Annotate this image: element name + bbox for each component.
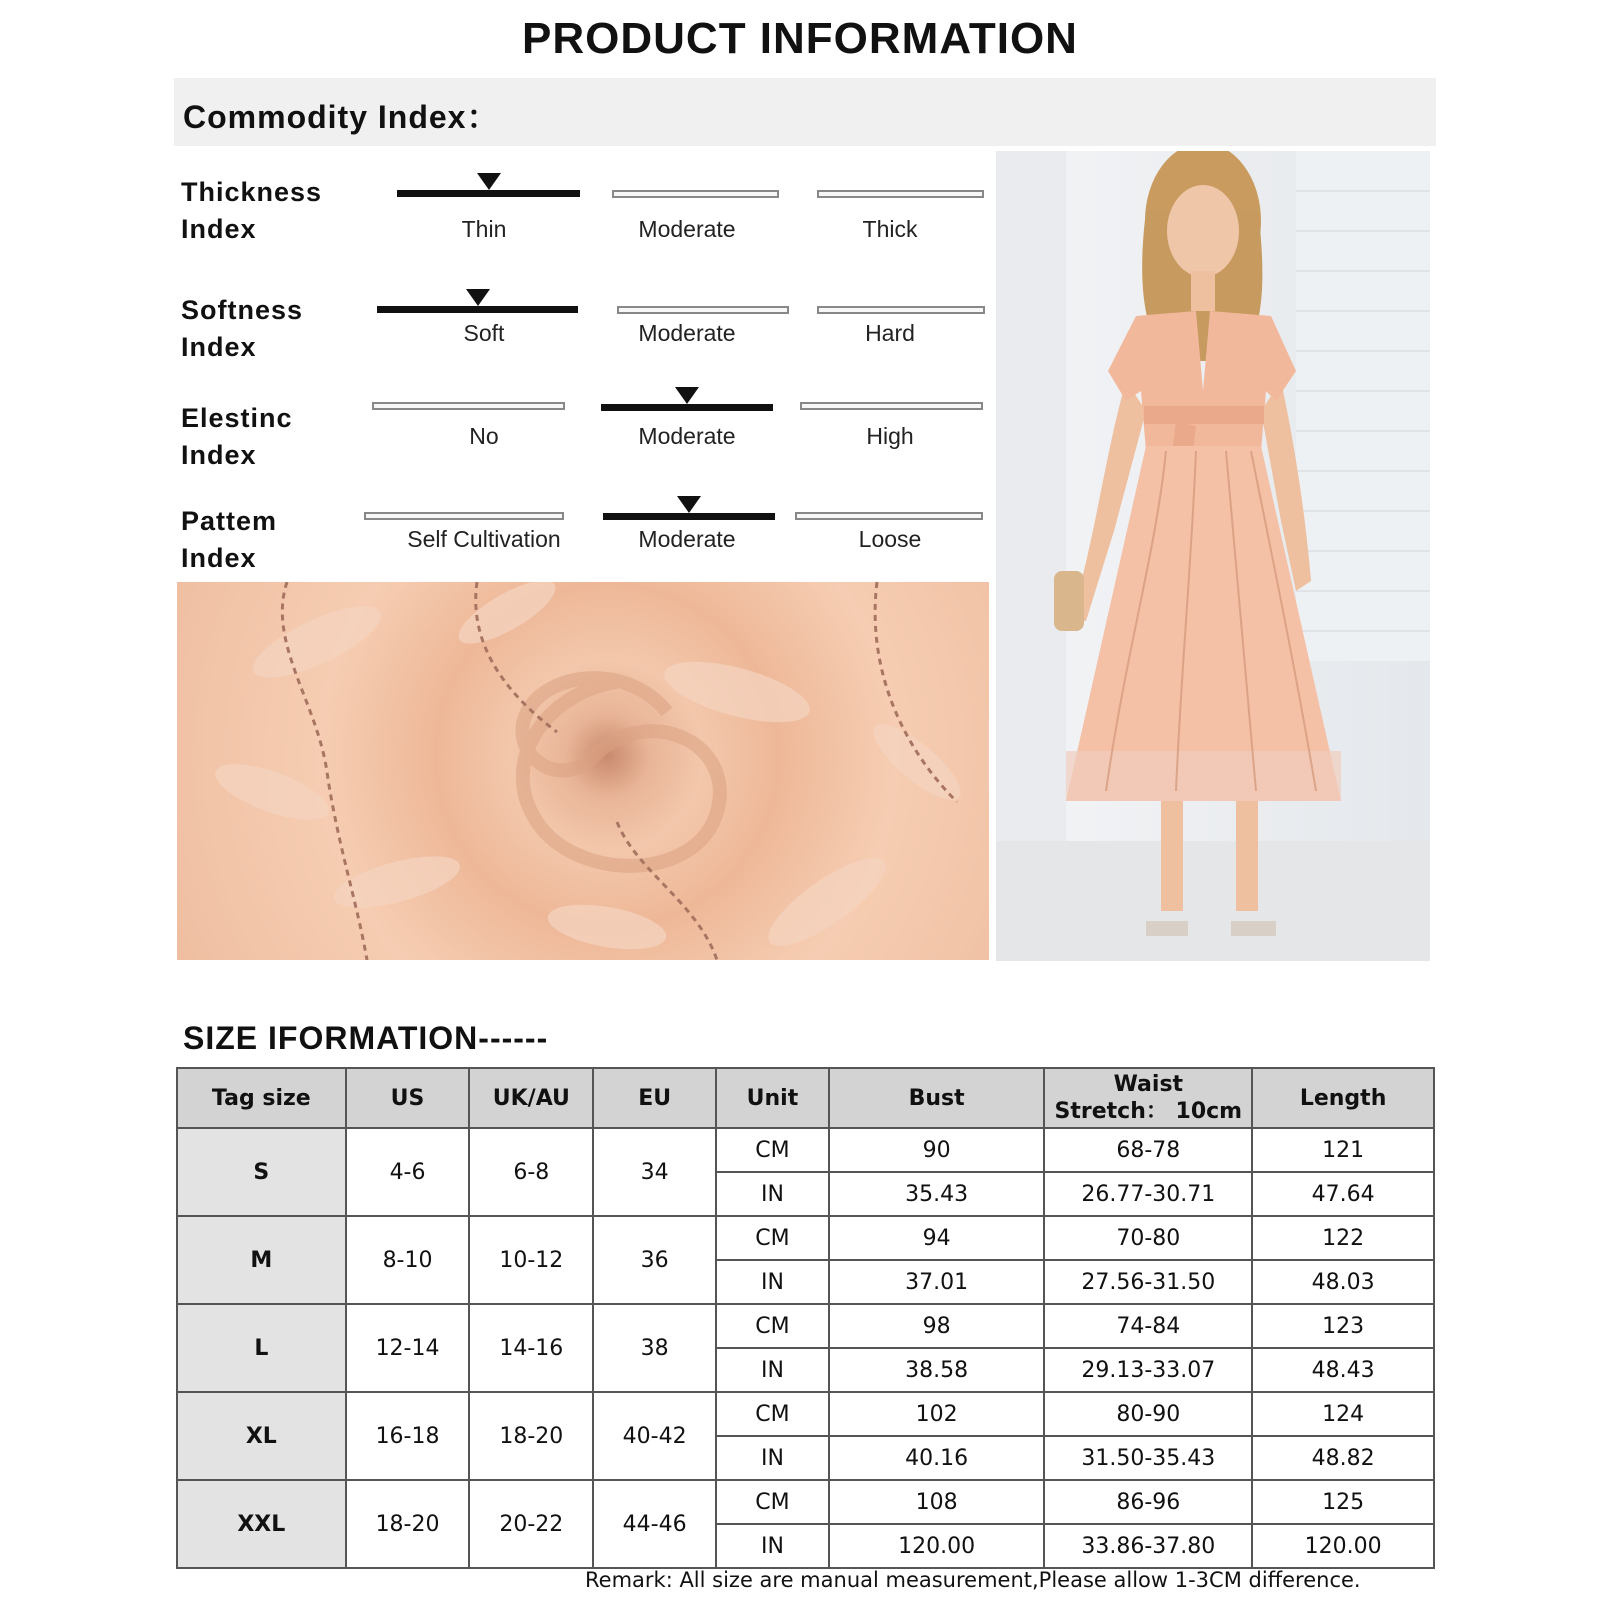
scale-segment (795, 512, 983, 520)
size-chart-table (176, 1067, 1435, 1569)
index-option: Hard (865, 320, 915, 346)
unit-cell: IN (716, 1524, 829, 1568)
index-label (181, 400, 293, 474)
table-row (177, 1304, 1434, 1348)
index-label-line: Elestinc (181, 403, 293, 433)
header-waist-line2: Stretch： 10cm (1054, 1099, 1243, 1124)
waist-cell: 68-78 (1044, 1128, 1252, 1172)
header-us: US (346, 1068, 470, 1128)
header-uk-au: UK/AU (469, 1068, 593, 1128)
uk-au-size-cell: 10-12 (469, 1216, 593, 1304)
index-label-line: Index (181, 440, 257, 470)
uk-au-size-cell: 6-8 (469, 1128, 593, 1216)
us-size-cell: 4-6 (346, 1128, 470, 1216)
bust-cell: 94 (829, 1216, 1045, 1260)
waist-cell: 26.77-30.71 (1044, 1172, 1252, 1216)
scale-segment (603, 513, 775, 520)
index-label-line: Softness (181, 295, 304, 325)
index-label-line: Index (181, 543, 257, 573)
waist-cell: 70-80 (1044, 1216, 1252, 1260)
scale-segment (601, 404, 773, 411)
index-option: High (866, 423, 914, 449)
index-option: Loose (858, 526, 922, 552)
scale-segment (612, 190, 779, 198)
scale-segment (800, 402, 983, 410)
unit-cell: IN (716, 1348, 829, 1392)
index-option: Moderate (638, 423, 736, 449)
tag-size-cell: S (177, 1128, 346, 1216)
index-label (181, 174, 322, 248)
selected-level-marker-icon (677, 496, 701, 513)
table-row (177, 1128, 1434, 1172)
scale-segment (617, 306, 789, 314)
bust-cell: 108 (829, 1480, 1045, 1524)
index-option: Self Cultivation (407, 526, 561, 552)
table-row (177, 1216, 1434, 1260)
index-label-line: Thickness (181, 177, 323, 207)
tag-size-cell: XL (177, 1392, 346, 1480)
scale-segment (377, 306, 578, 313)
waist-cell: 31.50-35.43 (1044, 1436, 1252, 1480)
index-label (181, 292, 303, 366)
length-cell: 123 (1252, 1304, 1434, 1348)
waist-cell: 74-84 (1044, 1304, 1252, 1348)
tag-size-cell: XXL (177, 1480, 346, 1568)
length-cell: 122 (1252, 1216, 1434, 1260)
index-option: Moderate (638, 216, 736, 242)
index-label-line: Pattem (181, 506, 278, 536)
waist-cell: 86-96 (1044, 1480, 1252, 1524)
size-remark: Remark: All size are manual measurement,Please allow 1-3CM difference. (585, 1568, 1361, 1592)
waist-cell: 27.56-31.50 (1044, 1260, 1252, 1304)
index-option: Moderate (638, 320, 736, 346)
unit-cell: CM (716, 1128, 829, 1172)
index-option: Moderate (638, 526, 736, 552)
model-dress-illustration (996, 151, 1430, 961)
index-option: Thin (461, 216, 507, 242)
bust-cell: 37.01 (829, 1260, 1045, 1304)
us-size-cell: 12-14 (346, 1304, 470, 1392)
us-size-cell: 18-20 (346, 1480, 470, 1568)
header-length: Length (1252, 1068, 1434, 1128)
bust-cell: 35.43 (829, 1172, 1045, 1216)
selected-level-marker-icon (466, 289, 490, 306)
length-cell: 124 (1252, 1392, 1434, 1436)
tag-size-cell: L (177, 1304, 346, 1392)
waist-cell: 33.86-37.80 (1044, 1524, 1252, 1568)
header-tag-size: Tag size (177, 1068, 346, 1128)
scale-segment (372, 402, 565, 410)
bust-cell: 102 (829, 1392, 1045, 1436)
eu-size-cell: 36 (593, 1216, 716, 1304)
size-information-title: SIZE IFORMATION------ (183, 1020, 549, 1056)
bust-cell: 98 (829, 1304, 1045, 1348)
header-eu: EU (593, 1068, 716, 1128)
length-cell: 120.00 (1252, 1524, 1434, 1568)
index-label-line: Index (181, 332, 257, 362)
model-wearing-dress-photo (996, 151, 1430, 961)
unit-cell: CM (716, 1304, 829, 1348)
unit-cell: IN (716, 1260, 829, 1304)
uk-au-size-cell: 20-22 (469, 1480, 593, 1568)
waist-cell: 29.13-33.07 (1044, 1348, 1252, 1392)
uk-au-size-cell: 18-20 (469, 1392, 593, 1480)
eu-size-cell: 38 (593, 1304, 716, 1392)
header-waist-line1: Waist (1113, 1072, 1184, 1097)
us-size-cell: 16-18 (346, 1392, 470, 1480)
page-title: PRODUCT INFORMATION (522, 14, 1078, 63)
table-row (177, 1392, 1434, 1436)
eu-size-cell: 44-46 (593, 1480, 716, 1568)
unit-cell: IN (716, 1172, 829, 1216)
index-label-line: Index (181, 214, 257, 244)
unit-cell: IN (716, 1436, 829, 1480)
fabric-swirl-illustration (177, 582, 989, 960)
unit-cell: CM (716, 1216, 829, 1260)
eu-size-cell: 40-42 (593, 1392, 716, 1480)
length-cell: 48.43 (1252, 1348, 1434, 1392)
table-header-row (177, 1068, 1434, 1128)
bust-cell: 40.16 (829, 1436, 1045, 1480)
bust-cell: 38.58 (829, 1348, 1045, 1392)
index-option: No (469, 423, 499, 449)
length-cell: 48.03 (1252, 1260, 1434, 1304)
bust-cell: 90 (829, 1128, 1045, 1172)
scale-segment (817, 190, 984, 198)
header-waist (1044, 1068, 1252, 1128)
waist-cell: 80-90 (1044, 1392, 1252, 1436)
unit-cell: CM (716, 1480, 829, 1524)
tag-size-cell: M (177, 1216, 346, 1304)
index-option: Thick (862, 216, 918, 242)
bust-cell: 120.00 (829, 1524, 1045, 1568)
selected-level-marker-icon (477, 173, 501, 190)
length-cell: 121 (1252, 1128, 1434, 1172)
index-option: Soft (463, 320, 505, 346)
fabric-closeup-photo (177, 582, 989, 960)
scale-segment (364, 512, 564, 520)
commodity-index-title: Commodity Index： (183, 99, 500, 135)
header-bust: Bust (829, 1068, 1045, 1128)
header-unit: Unit (716, 1068, 829, 1128)
scale-segment (397, 190, 580, 197)
index-label (181, 503, 277, 577)
unit-cell: CM (716, 1392, 829, 1436)
length-cell: 125 (1252, 1480, 1434, 1524)
us-size-cell: 8-10 (346, 1216, 470, 1304)
selected-level-marker-icon (675, 387, 699, 404)
length-cell: 48.82 (1252, 1436, 1434, 1480)
length-cell: 47.64 (1252, 1172, 1434, 1216)
scale-segment (817, 306, 985, 314)
table-row (177, 1480, 1434, 1524)
eu-size-cell: 34 (593, 1128, 716, 1216)
uk-au-size-cell: 14-16 (469, 1304, 593, 1392)
